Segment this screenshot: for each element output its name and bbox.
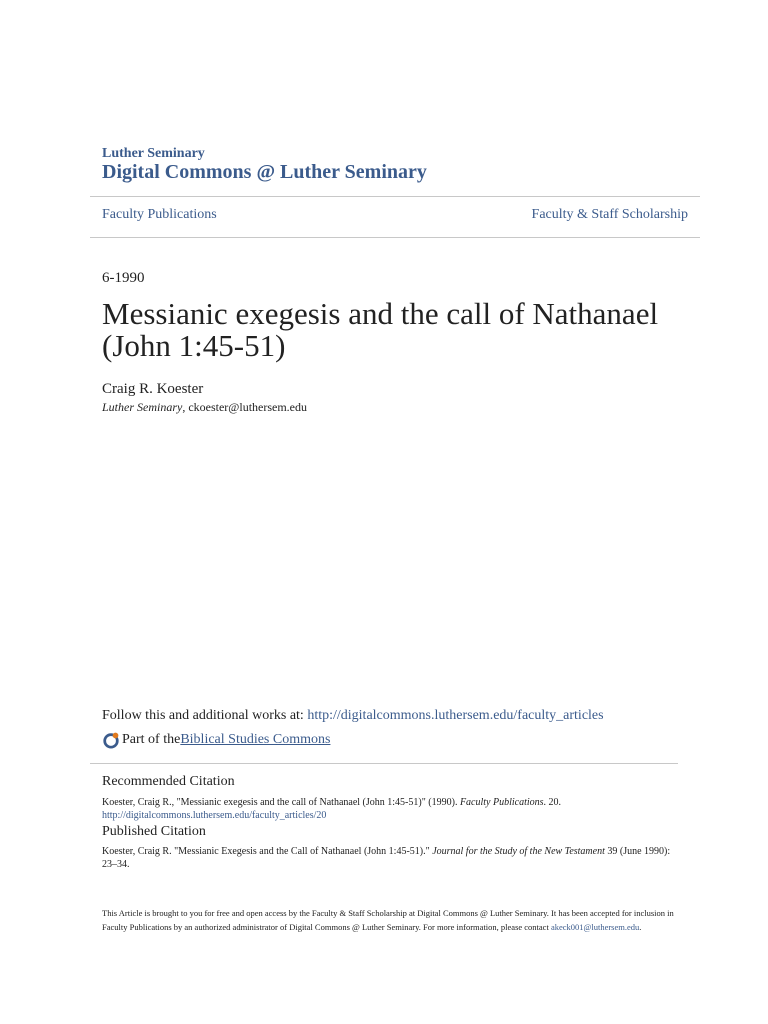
citation-divider: [90, 763, 678, 764]
biblical-studies-commons-link[interactable]: Biblical Studies Commons: [180, 732, 331, 747]
published-citation-journal: Journal for the Study of the New Testament: [432, 846, 605, 857]
published-citation-text: [102, 845, 682, 871]
nav-divider: [90, 237, 700, 238]
access-statement: [102, 906, 682, 934]
publication-date: 6-1990: [102, 270, 145, 286]
author-name: Craig R. Koester: [102, 381, 204, 397]
published-citation-heading: Published Citation: [102, 824, 206, 839]
article-title: Messianic exegesis and the call of Nathanael (John 1:45-51): [102, 296, 659, 363]
published-citation-body: Koester, Craig R. "Messianic Exegesis and the Call of Nathanael (John 1:45-51).": [102, 846, 433, 857]
recommended-citation-url[interactable]: http://digitalcommons.luthersem.edu/faculty_articles/20: [102, 810, 327, 821]
follow-prefix: Follow this and additional works at:: [102, 708, 308, 723]
faculty-articles-link[interactable]: http://digitalcommons.luthersem.edu/faculty_articles: [307, 708, 604, 723]
recommended-citation-body: Koester, Craig R., "Messianic exegesis and the call of Nathanael (John 1:45-51)" (1990).: [102, 797, 460, 808]
access-statement-body: This Article is brought to you for free and open access by the Faculty & Staff Scholarship at Digital Commons @ Luther Seminary. It has been accepted for inclusion in Faculty Publications by an authorized administrator of Digital Commons @ Luther Seminary. For more information, please contact: [102, 908, 674, 932]
author-email: , ckoester@luthersem.edu: [182, 400, 308, 414]
part-of-line: [102, 731, 330, 749]
recommended-citation-heading: Recommended Citation: [102, 774, 235, 789]
faculty-staff-scholarship-link[interactable]: Faculty & Staff Scholarship: [531, 207, 688, 222]
follow-line: [102, 708, 604, 724]
published-citation-suffix: 39 (June 1990): 23–34.: [102, 846, 671, 870]
network-commons-icon: [102, 731, 120, 749]
recommended-citation-series: Faculty Publications: [459, 797, 544, 808]
access-statement-end: .: [639, 922, 642, 932]
repository-link[interactable]: Digital Commons @ Luther Seminary: [102, 161, 427, 183]
recommended-citation-suffix: . 20.: [543, 797, 562, 808]
part-of-prefix: Part of the: [122, 732, 181, 747]
faculty-publications-link[interactable]: Faculty Publications: [102, 207, 217, 222]
affiliation-name: Luther Seminary: [102, 400, 183, 414]
institution-name: Luther Seminary: [102, 146, 205, 161]
recommended-citation-text: [102, 796, 682, 822]
author-affiliation: [102, 400, 307, 415]
header-divider: [90, 196, 700, 197]
contact-email-link[interactable]: akeck001@luthersem.edu: [550, 922, 640, 932]
